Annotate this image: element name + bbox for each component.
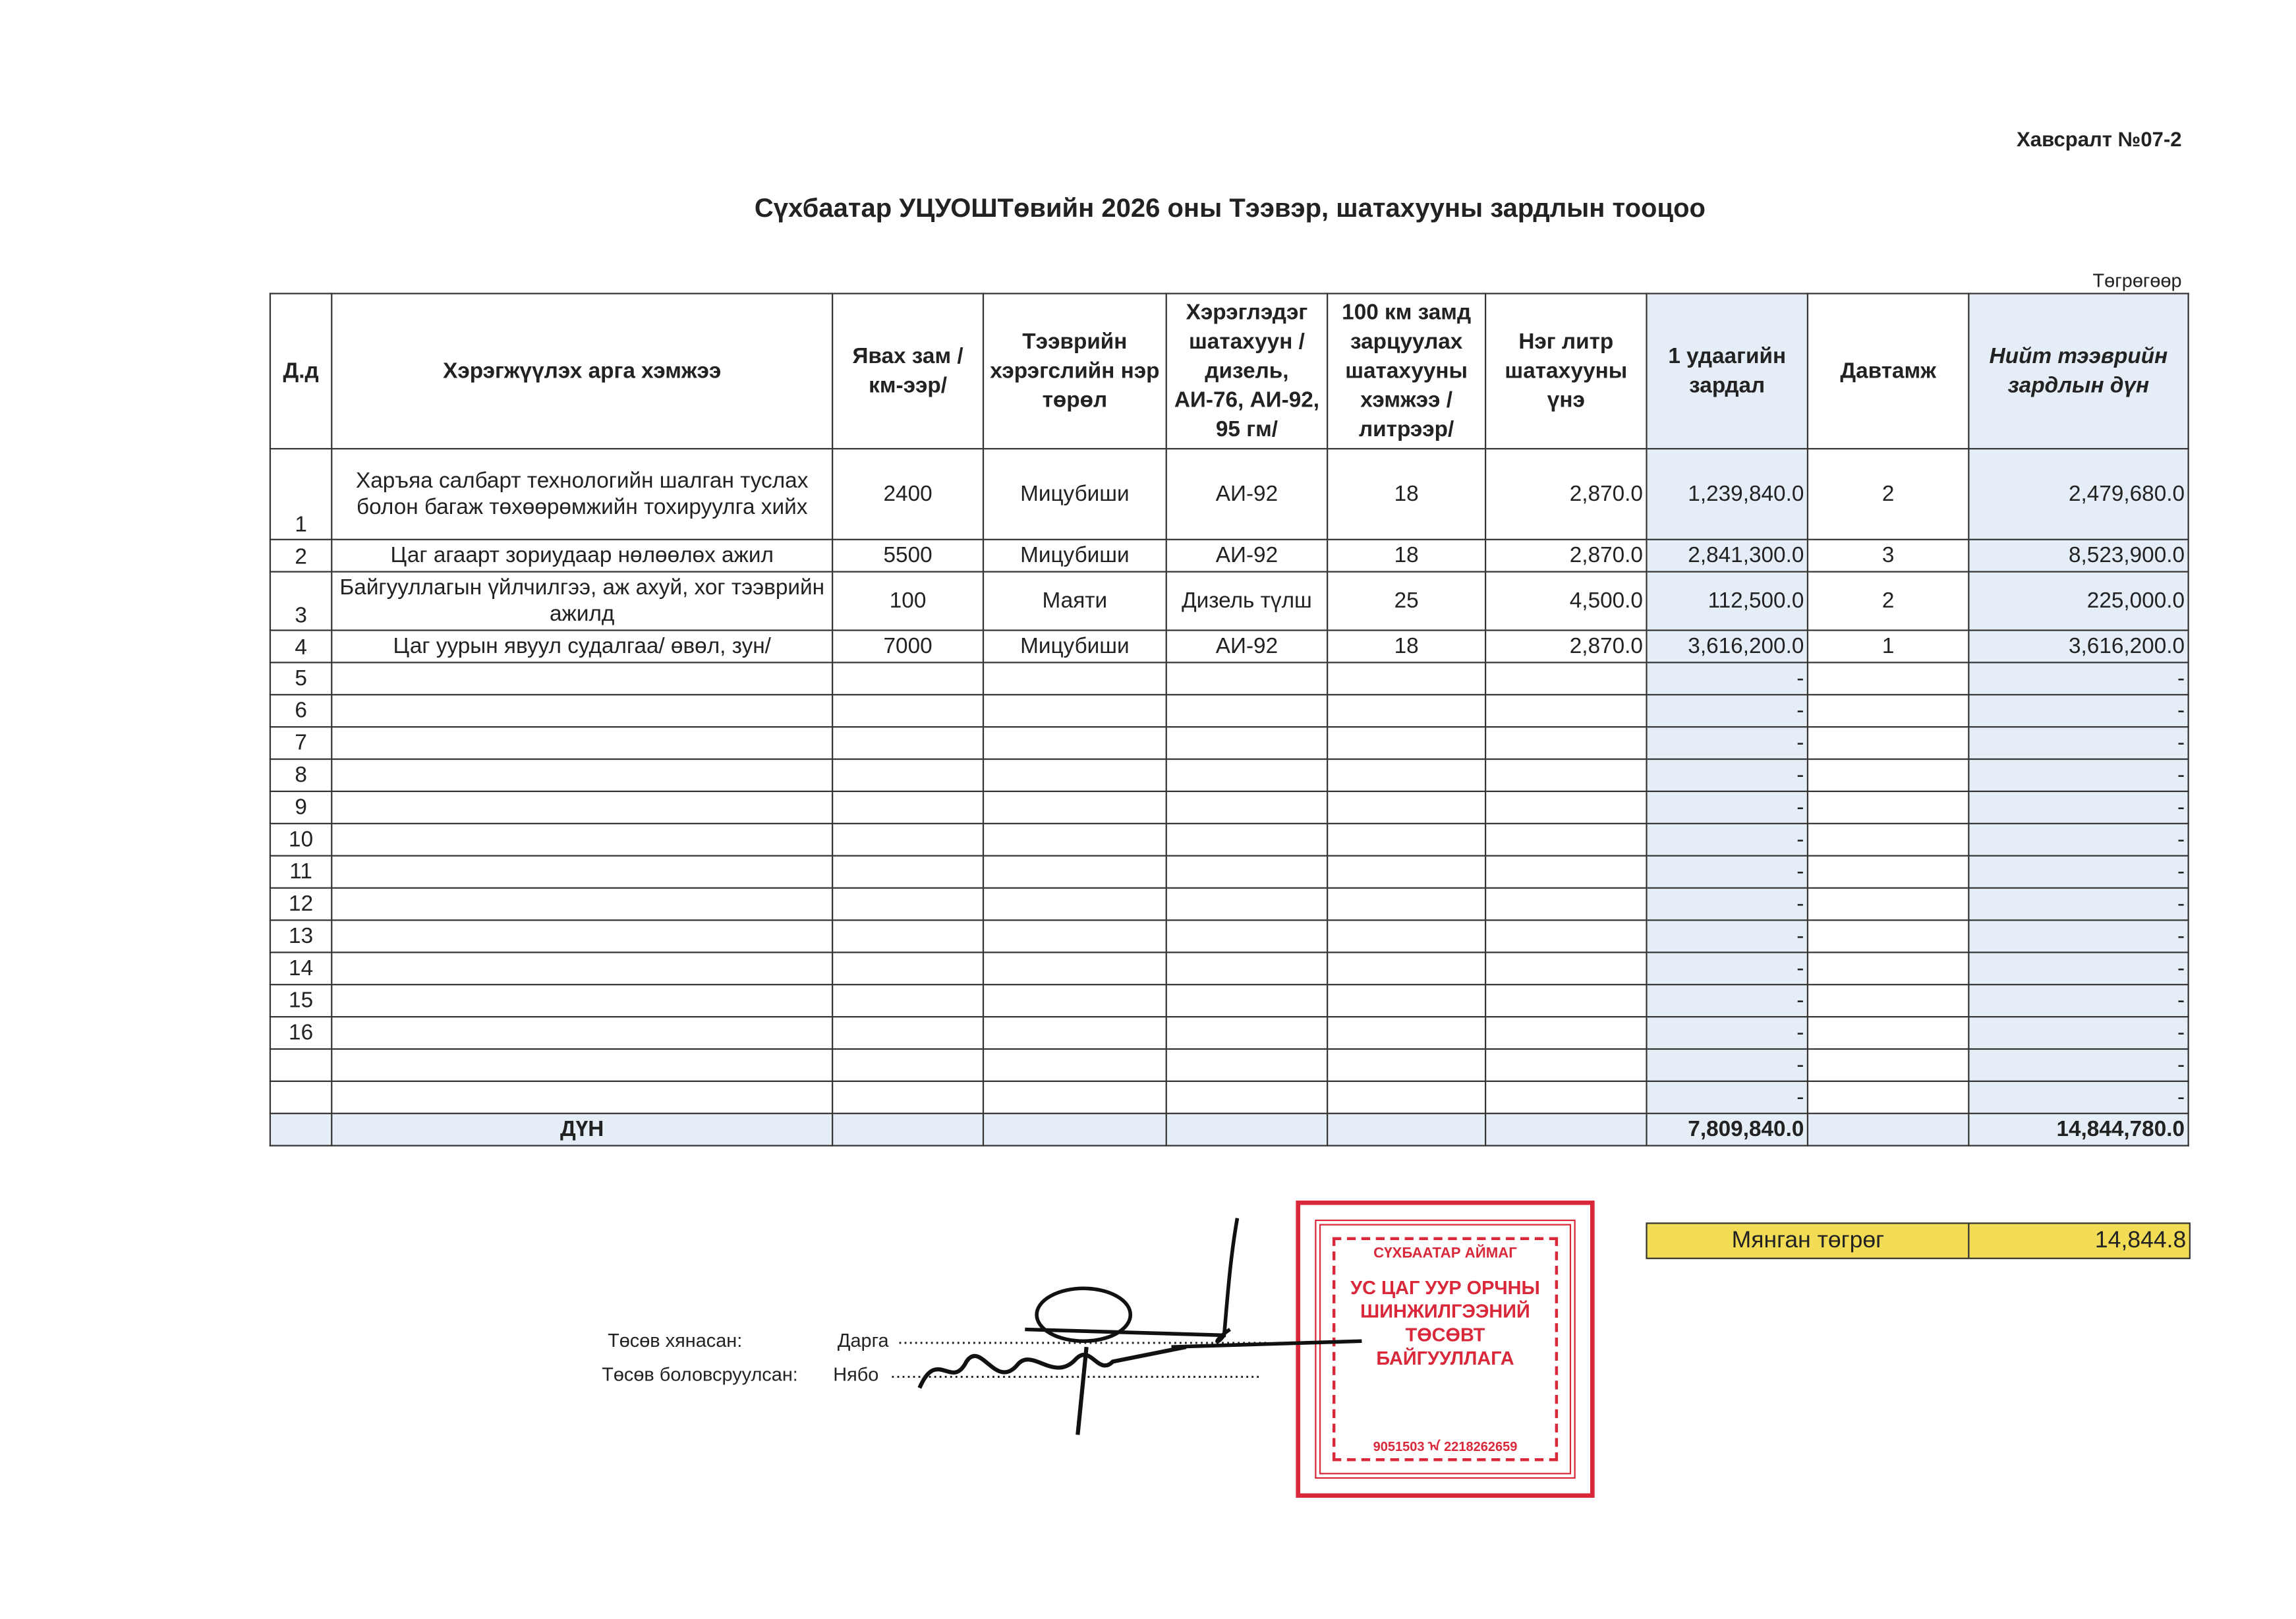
empty-cell bbox=[1327, 824, 1485, 856]
table-row bbox=[270, 1081, 2189, 1114]
frequency-cell: 2 bbox=[1808, 449, 1968, 540]
row-number: 3 bbox=[270, 572, 331, 631]
empty-cell bbox=[1166, 888, 1327, 921]
empty-cell bbox=[1166, 695, 1327, 727]
row-number: 4 bbox=[270, 631, 331, 663]
empty-cell bbox=[1166, 1114, 1327, 1146]
single-cost-cell: - bbox=[1647, 759, 1808, 791]
stamp-middle-text: УС ЦАГ УУР ОРЧНЫ ШИНЖИЛГЭЭНИЙ ТӨСӨВТ БАЙГУУЛЛАГА bbox=[1350, 1276, 1540, 1369]
page-title: Сүхбаатар УЦУОШТөвийн 2026 оны Тээвэр, шатахууны зардлын тооцоо bbox=[754, 193, 1706, 223]
fuel-cell: АИ-92 bbox=[1166, 540, 1327, 572]
empty-cell bbox=[1808, 888, 1968, 921]
col-header: Д.д bbox=[270, 293, 331, 449]
single-cost-cell: - bbox=[1647, 920, 1808, 952]
empty-cell bbox=[832, 1049, 983, 1081]
single-cost-cell: - bbox=[1647, 727, 1808, 759]
table-row bbox=[270, 631, 2189, 663]
currency-unit: Төгрөгөөр bbox=[2092, 269, 2182, 292]
stamp-top-text: СҮХБААТАР АЙМАГ bbox=[1373, 1245, 1517, 1263]
fuel-cell: АИ-92 bbox=[1166, 631, 1327, 663]
single-cost-cell: - bbox=[1647, 856, 1808, 888]
empty-cell bbox=[1166, 662, 1327, 695]
empty-cell bbox=[832, 727, 983, 759]
total-cost-cell: - bbox=[1968, 920, 2188, 952]
empty-cell bbox=[832, 759, 983, 791]
header-row bbox=[270, 293, 2189, 449]
empty-cell bbox=[1327, 888, 1485, 921]
thousand-label: Мянган төгрөг bbox=[1648, 1224, 1970, 1258]
row-number: 5 bbox=[270, 662, 331, 695]
empty-cell bbox=[1808, 727, 1968, 759]
empty-cell bbox=[1166, 1081, 1327, 1114]
thousand-total-box bbox=[1646, 1222, 2191, 1259]
single-cost-cell: 1,239,840.0 bbox=[1647, 449, 1808, 540]
table-row bbox=[270, 695, 2189, 727]
empty-cell bbox=[331, 1017, 832, 1049]
single-cost-cell: - bbox=[1647, 662, 1808, 695]
empty-cell bbox=[1166, 824, 1327, 856]
empty-cell bbox=[983, 888, 1166, 921]
consumption-cell: 18 bbox=[1327, 631, 1485, 663]
empty-cell bbox=[1327, 920, 1485, 952]
empty-cell bbox=[1166, 759, 1327, 791]
table-row bbox=[270, 572, 2189, 631]
empty-cell bbox=[1485, 1114, 1646, 1146]
total-cost-cell: - bbox=[1968, 695, 2188, 727]
empty-cell bbox=[1485, 856, 1646, 888]
empty-cell bbox=[331, 727, 832, 759]
table-row bbox=[270, 791, 2189, 824]
annex-number: Хавсралт №07-2 bbox=[2017, 127, 2182, 151]
frequency-cell: 1 bbox=[1808, 631, 1968, 663]
single-cost-cell: - bbox=[1647, 952, 1808, 984]
total-cost-cell: 8,523,900.0 bbox=[1968, 540, 2188, 572]
row-number bbox=[270, 1049, 331, 1081]
table-row bbox=[270, 888, 2189, 921]
empty-cell bbox=[983, 695, 1166, 727]
total-single-cost: 7,809,840.0 bbox=[1647, 1114, 1808, 1146]
consumption-cell: 25 bbox=[1327, 572, 1485, 631]
empty-cell bbox=[832, 984, 983, 1017]
empty-cell bbox=[832, 662, 983, 695]
table-row bbox=[270, 662, 2189, 695]
single-cost-cell: - bbox=[1647, 984, 1808, 1017]
empty-cell bbox=[1485, 1017, 1646, 1049]
empty-cell bbox=[1808, 791, 1968, 824]
empty-cell bbox=[1327, 1017, 1485, 1049]
consumption-cell: 18 bbox=[1327, 449, 1485, 540]
empty-cell bbox=[1166, 1017, 1327, 1049]
empty-cell bbox=[983, 920, 1166, 952]
row-number: 10 bbox=[270, 824, 331, 856]
total-cost-cell: - bbox=[1968, 727, 2188, 759]
prepared-line: ...................................................................... bbox=[890, 1360, 1261, 1382]
consumption-cell: 18 bbox=[1327, 540, 1485, 572]
total-cost-cell: - bbox=[1968, 824, 2188, 856]
empty-cell bbox=[832, 695, 983, 727]
empty-cell bbox=[832, 920, 983, 952]
total-cost-cell: - bbox=[1968, 856, 2188, 888]
distance-cell: 5500 bbox=[832, 540, 983, 572]
empty-cell bbox=[1808, 759, 1968, 791]
empty-cell bbox=[1485, 824, 1646, 856]
vehicle-cell: Мицубиши bbox=[983, 631, 1166, 663]
col-header: 1 удаагийн зардал bbox=[1647, 293, 1808, 449]
empty-cell bbox=[270, 1114, 331, 1146]
total-cost-cell: - bbox=[1968, 759, 2188, 791]
table-row bbox=[270, 856, 2189, 888]
table-row bbox=[270, 449, 2189, 540]
empty-cell bbox=[1485, 1049, 1646, 1081]
row-number bbox=[270, 1081, 331, 1114]
prepared-label: Төсөв боловсруулсан: bbox=[602, 1363, 798, 1385]
total-row bbox=[270, 1114, 2189, 1146]
single-cost-cell: - bbox=[1647, 695, 1808, 727]
empty-cell bbox=[1327, 1081, 1485, 1114]
table-row bbox=[270, 540, 2189, 572]
empty-cell bbox=[1808, 920, 1968, 952]
empty-cell bbox=[983, 984, 1166, 1017]
row-number: 8 bbox=[270, 759, 331, 791]
empty-cell bbox=[1485, 727, 1646, 759]
empty-cell bbox=[331, 695, 832, 727]
empty-cell bbox=[1327, 791, 1485, 824]
distance-cell: 100 bbox=[832, 572, 983, 631]
empty-cell bbox=[832, 1081, 983, 1114]
empty-cell bbox=[1327, 662, 1485, 695]
vehicle-cell: Мицубиши bbox=[983, 540, 1166, 572]
row-number: 12 bbox=[270, 888, 331, 921]
cost-table bbox=[270, 293, 2189, 1146]
single-cost-cell: - bbox=[1647, 1081, 1808, 1114]
table-row bbox=[270, 920, 2189, 952]
price-cell: 4,500.0 bbox=[1485, 572, 1646, 631]
empty-cell bbox=[1808, 1081, 1968, 1114]
empty-cell bbox=[1485, 791, 1646, 824]
row-number: 13 bbox=[270, 920, 331, 952]
single-cost-cell: - bbox=[1647, 791, 1808, 824]
empty-cell bbox=[1485, 888, 1646, 921]
single-cost-cell: - bbox=[1647, 888, 1808, 921]
empty-cell bbox=[1808, 695, 1968, 727]
empty-cell bbox=[1485, 1081, 1646, 1114]
row-number: 6 bbox=[270, 695, 331, 727]
empty-cell bbox=[1485, 695, 1646, 727]
single-cost-cell: 112,500.0 bbox=[1647, 572, 1808, 631]
empty-cell bbox=[832, 952, 983, 984]
table-row bbox=[270, 1049, 2189, 1081]
stamp-bottom-text: 9051503 ᠠ 2218262659 bbox=[1373, 1439, 1518, 1454]
empty-cell bbox=[1808, 1049, 1968, 1081]
frequency-cell: 2 bbox=[1808, 572, 1968, 631]
empty-cell bbox=[1808, 856, 1968, 888]
empty-cell bbox=[1808, 662, 1968, 695]
handwritten-signature bbox=[878, 1201, 1376, 1464]
row-number: 1 bbox=[270, 449, 331, 540]
grand-total: 14,844,780.0 bbox=[1968, 1114, 2188, 1146]
col-header: Хэрэгжүүлэх арга хэмжээ bbox=[331, 293, 832, 449]
price-cell: 2,870.0 bbox=[1485, 631, 1646, 663]
distance-cell: 2400 bbox=[832, 449, 983, 540]
vehicle-cell: Маяти bbox=[983, 572, 1166, 631]
single-cost-cell: - bbox=[1647, 1049, 1808, 1081]
empty-cell bbox=[983, 856, 1166, 888]
approved-line: ...................................................................... bbox=[898, 1326, 1268, 1349]
empty-cell bbox=[1808, 1114, 1968, 1146]
empty-cell bbox=[331, 984, 832, 1017]
total-cost-cell: - bbox=[1968, 888, 2188, 921]
col-header: Нэг литр шатахууны үнэ bbox=[1485, 293, 1646, 449]
empty-cell bbox=[983, 791, 1166, 824]
total-cost-cell: - bbox=[1968, 952, 2188, 984]
empty-cell bbox=[1808, 984, 1968, 1017]
empty-cell bbox=[1485, 984, 1646, 1017]
table-row bbox=[270, 952, 2189, 984]
row-number: 14 bbox=[270, 952, 331, 984]
empty-cell bbox=[1327, 1049, 1485, 1081]
empty-cell bbox=[983, 1114, 1166, 1146]
empty-cell bbox=[832, 824, 983, 856]
empty-cell bbox=[983, 759, 1166, 791]
activity-cell: Цаг уурын явуул судалгаа/ өвөл, зун/ bbox=[331, 631, 832, 663]
table-row bbox=[270, 984, 2189, 1017]
total-cost-cell: - bbox=[1968, 791, 2188, 824]
total-cost-cell: 3,616,200.0 bbox=[1968, 631, 2188, 663]
total-cost-cell: - bbox=[1968, 1081, 2188, 1114]
empty-cell bbox=[331, 888, 832, 921]
total-label: ДҮН bbox=[331, 1114, 832, 1146]
approved-label: Төсөв хянасан: bbox=[608, 1329, 743, 1351]
activity-cell: Харъяа салбарт технологийн шалган туслах болон багаж төхөөрөмжийн тохируулга хийх bbox=[331, 449, 832, 540]
thousand-value: 14,844.8 bbox=[2094, 1228, 2187, 1253]
empty-cell bbox=[1485, 952, 1646, 984]
total-cost-cell: - bbox=[1968, 662, 2188, 695]
empty-cell bbox=[1327, 727, 1485, 759]
empty-cell bbox=[331, 759, 832, 791]
empty-cell bbox=[1327, 1114, 1485, 1146]
col-header: Явах зам /км-ээр/ bbox=[832, 293, 983, 449]
empty-cell bbox=[832, 888, 983, 921]
col-header: Хэрэглэдэг шатахуун /дизель, АИ-76, АИ-92, 95 гм/ bbox=[1166, 293, 1327, 449]
empty-cell bbox=[983, 727, 1166, 759]
empty-cell bbox=[983, 1049, 1166, 1081]
single-cost-cell: - bbox=[1647, 1017, 1808, 1049]
empty-cell bbox=[1485, 920, 1646, 952]
total-cost-cell: - bbox=[1968, 984, 2188, 1017]
total-cost-cell: - bbox=[1968, 1049, 2188, 1081]
empty-cell bbox=[331, 952, 832, 984]
single-cost-cell: 3,616,200.0 bbox=[1647, 631, 1808, 663]
empty-cell bbox=[983, 1017, 1166, 1049]
table-row bbox=[270, 1017, 2189, 1049]
vehicle-cell: Мицубиши bbox=[983, 449, 1166, 540]
price-cell: 2,870.0 bbox=[1485, 540, 1646, 572]
empty-cell bbox=[1327, 695, 1485, 727]
price-cell: 2,870.0 bbox=[1485, 449, 1646, 540]
empty-cell bbox=[1327, 759, 1485, 791]
empty-cell bbox=[331, 1081, 832, 1114]
activity-cell: Цаг агаарт зориудаар нөлөөлөх ажил bbox=[331, 540, 832, 572]
empty-cell bbox=[331, 1049, 832, 1081]
empty-cell bbox=[331, 920, 832, 952]
total-cost-cell: - bbox=[1968, 1017, 2188, 1049]
empty-cell bbox=[1166, 791, 1327, 824]
table-row bbox=[270, 759, 2189, 791]
row-number: 2 bbox=[270, 540, 331, 572]
distance-cell: 7000 bbox=[832, 631, 983, 663]
empty-cell bbox=[331, 791, 832, 824]
empty-cell bbox=[1808, 824, 1968, 856]
empty-cell bbox=[1166, 727, 1327, 759]
row-number: 16 bbox=[270, 1017, 331, 1049]
row-number: 7 bbox=[270, 727, 331, 759]
approved-role: Дарга bbox=[837, 1329, 889, 1351]
single-cost-cell: 2,841,300.0 bbox=[1647, 540, 1808, 572]
fuel-cell: АИ-92 bbox=[1166, 449, 1327, 540]
col-header: Тээврийн хэрэгслийн нэр төрөл bbox=[983, 293, 1166, 449]
empty-cell bbox=[983, 1081, 1166, 1114]
empty-cell bbox=[1808, 1017, 1968, 1049]
frequency-cell: 3 bbox=[1808, 540, 1968, 572]
col-header: 100 км замд зарцуулах шатахууны хэмжээ /литрээр/ bbox=[1327, 293, 1485, 449]
prepared-role: Нябо bbox=[833, 1363, 879, 1385]
empty-cell bbox=[1485, 759, 1646, 791]
empty-cell bbox=[331, 856, 832, 888]
empty-cell bbox=[832, 856, 983, 888]
empty-cell bbox=[832, 791, 983, 824]
empty-cell bbox=[983, 952, 1166, 984]
empty-cell bbox=[1166, 856, 1327, 888]
row-number: 11 bbox=[270, 856, 331, 888]
empty-cell bbox=[331, 824, 832, 856]
empty-cell bbox=[331, 662, 832, 695]
empty-cell bbox=[1327, 984, 1485, 1017]
activity-cell: Байгууллагын үйлчилгээ, аж ахуй, хог тээврийн ажилд bbox=[331, 572, 832, 631]
empty-cell bbox=[1327, 952, 1485, 984]
empty-cell bbox=[1166, 984, 1327, 1017]
empty-cell bbox=[983, 824, 1166, 856]
empty-cell bbox=[1166, 920, 1327, 952]
total-cost-cell: 225,000.0 bbox=[1968, 572, 2188, 631]
empty-cell bbox=[832, 1114, 983, 1146]
table-row bbox=[270, 824, 2189, 856]
empty-cell bbox=[1166, 1049, 1327, 1081]
row-number: 15 bbox=[270, 984, 331, 1017]
empty-cell bbox=[1166, 952, 1327, 984]
empty-cell bbox=[1327, 856, 1485, 888]
col-header: Нийт тээврийн зардлын дүн bbox=[1968, 293, 2188, 449]
empty-cell bbox=[1485, 662, 1646, 695]
empty-cell bbox=[1808, 952, 1968, 984]
total-cost-cell: 2,479,680.0 bbox=[1968, 449, 2188, 540]
empty-cell bbox=[983, 662, 1166, 695]
fuel-cell: Дизель түлш bbox=[1166, 572, 1327, 631]
single-cost-cell: - bbox=[1647, 824, 1808, 856]
col-header: Давтамж bbox=[1808, 293, 1968, 449]
empty-cell bbox=[832, 1017, 983, 1049]
table-row bbox=[270, 727, 2189, 759]
row-number: 9 bbox=[270, 791, 331, 824]
